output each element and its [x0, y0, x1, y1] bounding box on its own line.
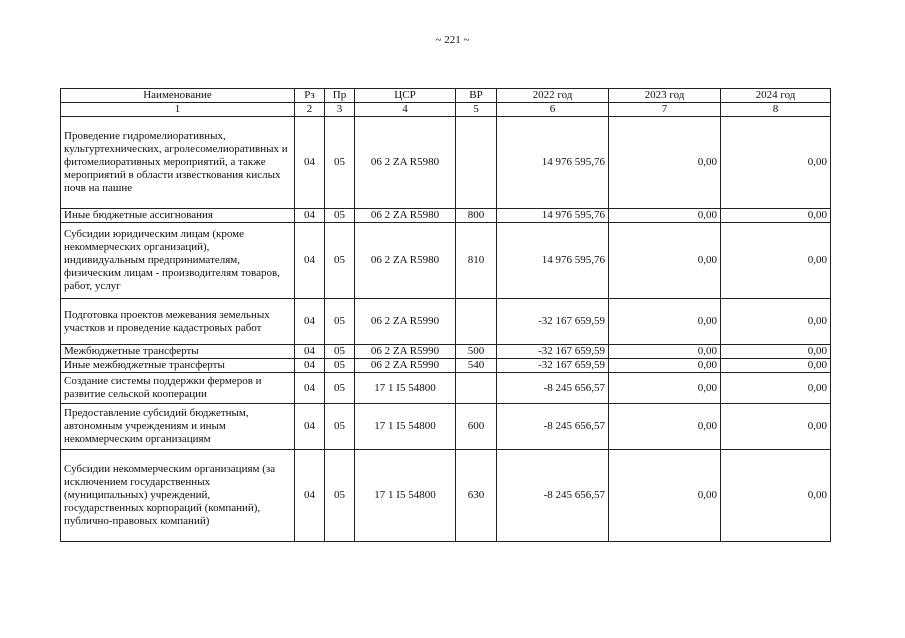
- row-2024: 0,00: [721, 450, 831, 542]
- row-vr: 540: [456, 359, 497, 373]
- row-2024: 0,00: [721, 404, 831, 450]
- header-csr: ЦСР: [355, 89, 456, 103]
- row-2024: 0,00: [721, 345, 831, 359]
- row-csr: 17 1 I5 54800: [355, 373, 456, 404]
- row-rz: 04: [295, 404, 325, 450]
- row-2022: -8 245 656,57: [497, 450, 609, 542]
- row-2022: 14 976 595,76: [497, 209, 609, 223]
- header-vr: ВР: [456, 89, 497, 103]
- column-number: 4: [355, 103, 456, 117]
- row-2023: 0,00: [609, 223, 721, 299]
- row-2024: 0,00: [721, 209, 831, 223]
- budget-table: [60, 88, 831, 542]
- row-rz: 04: [295, 299, 325, 345]
- page-number: ~ 221 ~: [435, 34, 470, 46]
- table-row: [61, 223, 831, 299]
- row-rz: 04: [295, 359, 325, 373]
- table-row: [61, 359, 831, 373]
- row-2024: 0,00: [721, 299, 831, 345]
- header-2024: 2024 год: [721, 89, 831, 103]
- row-csr: 06 2 ZA R5990: [355, 359, 456, 373]
- column-number: 8: [721, 103, 831, 117]
- table-row: [61, 299, 831, 345]
- row-2024: 0,00: [721, 117, 831, 209]
- row-2022: 14 976 595,76: [497, 223, 609, 299]
- row-2023: 0,00: [609, 450, 721, 542]
- row-csr: 17 1 I5 54800: [355, 450, 456, 542]
- header-2022: 2022 год: [497, 89, 609, 103]
- row-pr: 05: [325, 209, 355, 223]
- row-pr: 05: [325, 117, 355, 209]
- row-vr: [456, 117, 497, 209]
- row-pr: 05: [325, 223, 355, 299]
- column-number: 2: [295, 103, 325, 117]
- row-pr: 05: [325, 404, 355, 450]
- row-pr: 05: [325, 373, 355, 404]
- row-2024: 0,00: [721, 359, 831, 373]
- row-csr: 06 2 ZA R5980: [355, 209, 456, 223]
- row-2024: 0,00: [721, 223, 831, 299]
- row-pr: 05: [325, 359, 355, 373]
- row-pr: 05: [325, 299, 355, 345]
- row-name: Проведение гидромелиоративных, культуртехнических, агролесомелиоративных и фитомелиоративных мероприятий, а также мероприятий в области известкования кислых почв на пашне: [61, 117, 295, 209]
- row-rz: 04: [295, 209, 325, 223]
- row-2022: -32 167 659,59: [497, 345, 609, 359]
- row-2023: 0,00: [609, 373, 721, 404]
- row-csr: 06 2 ZA R5990: [355, 345, 456, 359]
- row-2023: 0,00: [609, 299, 721, 345]
- row-2022: -32 167 659,59: [497, 359, 609, 373]
- row-name: Подготовка проектов межевания земельных участков и проведение кадастровых работ: [61, 299, 295, 345]
- row-name: Субсидии некоммерческим организациям (за исключением государственных (муниципальных) учреждений, государственных корпораций (компаний), публично-правовых компаний): [61, 450, 295, 542]
- row-name: Предоставление субсидий бюджетным, автономным учреждениям и иным некоммерческим организациям: [61, 404, 295, 450]
- table-row: [61, 209, 831, 223]
- row-2023: 0,00: [609, 209, 721, 223]
- row-name: Создание системы поддержки фермеров и развитие сельской кооперации: [61, 373, 295, 404]
- table-row: [61, 345, 831, 359]
- header-pr: Пр: [325, 89, 355, 103]
- column-number: 6: [497, 103, 609, 117]
- row-2022: -8 245 656,57: [497, 404, 609, 450]
- row-2023: 0,00: [609, 117, 721, 209]
- row-vr: 500: [456, 345, 497, 359]
- row-rz: 04: [295, 373, 325, 404]
- row-csr: 17 1 I5 54800: [355, 404, 456, 450]
- row-csr: 06 2 ZA R5990: [355, 299, 456, 345]
- column-number-row: [61, 103, 831, 117]
- row-name: Межбюджетные трансферты: [61, 345, 295, 359]
- row-pr: 05: [325, 450, 355, 542]
- row-name: Субсидии юридическим лицам (кроме некоммерческих организаций), индивидуальным предпринимателям, физическим лицам - производителям товаров, работ, услуг: [61, 223, 295, 299]
- row-2022: -32 167 659,59: [497, 299, 609, 345]
- row-pr: 05: [325, 345, 355, 359]
- row-rz: 04: [295, 117, 325, 209]
- row-csr: 06 2 ZA R5980: [355, 117, 456, 209]
- column-number: 7: [609, 103, 721, 117]
- table-row: [61, 117, 831, 209]
- row-2022: 14 976 595,76: [497, 117, 609, 209]
- row-2022: -8 245 656,57: [497, 373, 609, 404]
- row-vr: 800: [456, 209, 497, 223]
- row-vr: [456, 299, 497, 345]
- header-2023: 2023 год: [609, 89, 721, 103]
- row-vr: 810: [456, 223, 497, 299]
- table-row: [61, 450, 831, 542]
- column-number: 1: [61, 103, 295, 117]
- row-2024: 0,00: [721, 373, 831, 404]
- table-row: [61, 404, 831, 450]
- column-number: 5: [456, 103, 497, 117]
- row-rz: 04: [295, 345, 325, 359]
- row-2023: 0,00: [609, 345, 721, 359]
- row-name: Иные бюджетные ассигнования: [61, 209, 295, 223]
- row-csr: 06 2 ZA R5980: [355, 223, 456, 299]
- row-vr: [456, 373, 497, 404]
- row-vr: 600: [456, 404, 497, 450]
- row-vr: 630: [456, 450, 497, 542]
- row-name: Иные межбюджетные трансферты: [61, 359, 295, 373]
- row-rz: 04: [295, 450, 325, 542]
- row-2023: 0,00: [609, 359, 721, 373]
- header-rz: Рз: [295, 89, 325, 103]
- column-number: 3: [325, 103, 355, 117]
- row-rz: 04: [295, 223, 325, 299]
- row-2023: 0,00: [609, 404, 721, 450]
- header-row: [61, 89, 831, 103]
- table-row: [61, 373, 831, 404]
- header-name: Наименование: [61, 89, 295, 103]
